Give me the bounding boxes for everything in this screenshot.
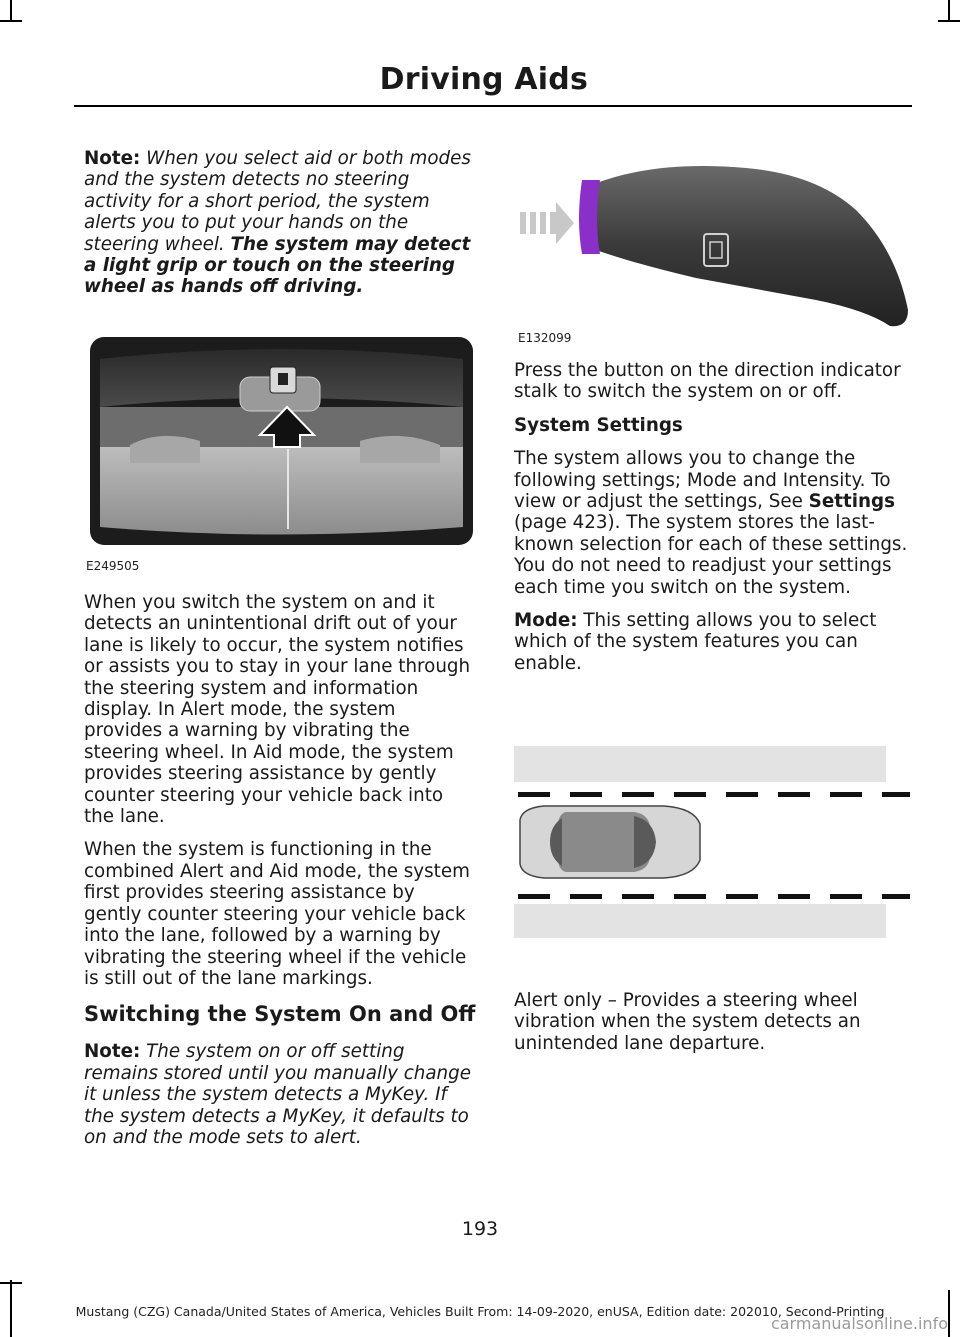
crop-mark: [10, 0, 12, 22]
watermark: carmanualsonline.info: [770, 1314, 948, 1333]
right-paragraph-2-b: (page 423). The system stores the last-known selection for each of these settings. You do not need to readjust your settings each time you switch on the system.: [514, 512, 908, 598]
push-arrow-icon: [520, 202, 574, 244]
note-2-text: The system on or off setting remains stored until you manually change it unless the system detects a MyKey. If the system detects a MyKey, it defaults to on and the mode sets to alert.: [84, 1041, 471, 1148]
figure-lane-diagram: [514, 746, 910, 941]
page-number: 193: [461, 1218, 499, 1240]
crop-mark: [948, 0, 950, 22]
right-column: [514, 360, 910, 686]
left-column: [84, 148, 476, 310]
page-title: Driving Aids: [379, 62, 588, 97]
left-paragraph-1: When you switch the system on and it detects an unintentional drift out of your lane is likely to occur, the system notifies or assists you to stay in your lane through the steering system and information display. In Alert mode, the system provides a warning by vibrating the steering wheel. In Aid mode, the system provides steering assistance by gently counter steering your vehicle back into the lane.: [84, 592, 471, 828]
footer-text: Mustang (CZG) Canada/United States of America, Vehicles Built From: 14-09-2020, enUSA, Edition date: 202010, Second-Printing: [75, 1304, 885, 1319]
crop-mark: [0, 20, 22, 22]
note-1-label: Note:: [84, 148, 141, 169]
figure-2-label: E132099: [518, 331, 572, 345]
left-paragraph-2: When the system is functioning in the combined Alert and Aid mode, the system first provides steering assistance by gently counter steering your vehicle back into the lane, followed by a warning by vibrating the steering wheel if the vehicle is still out of the lane markings.: [84, 839, 470, 989]
settings-link[interactable]: Settings: [808, 491, 895, 513]
note-1-text: When you select aid or both modes and the system detects no steering activity for a short period, the system alerts you to put your hands on the steering wheel.: [84, 148, 471, 255]
right-paragraph-2-a: The system allows you to change the following settings; Mode and Intensity. To view or adjust the settings, See: [514, 448, 891, 513]
right-paragraph-1: Press the button on the direction indicator stalk to switch the system on or off.: [514, 360, 901, 403]
left-column-body: [84, 592, 476, 1160]
car-icon: [520, 806, 700, 878]
right-paragraph-2: [514, 448, 910, 598]
figure-indicator-stalk: [516, 150, 910, 330]
mode-paragraph: [514, 610, 910, 674]
crop-mark: [0, 1282, 22, 1284]
header-rule: [74, 105, 912, 107]
note-1: [84, 148, 476, 298]
note-2-label: Note:: [84, 1041, 141, 1063]
lane-illustration: [514, 746, 910, 941]
crop-mark: [938, 20, 960, 22]
right-paragraph-4: Alert only – Provides a steering wheel vibration when the system detects an unintended lane departure.: [514, 990, 861, 1054]
mirror-camera-illustration: [90, 337, 473, 545]
stalk-illustration: [516, 150, 910, 330]
mode-label: Mode:: [514, 610, 578, 632]
note-1-emphasis: The system may detect a light grip or touch on the steering wheel as hands off driving.: [84, 233, 471, 298]
note-2: [84, 1041, 476, 1148]
section-heading-settings: System Settings: [514, 414, 683, 436]
section-heading-switching: Switching the System On and Off: [84, 1002, 476, 1027]
right-column-bottom: [514, 990, 910, 1066]
figure-1-label: E249505: [86, 559, 140, 573]
mode-text: This setting allows you to select which of the system features you can enable.: [514, 610, 877, 674]
figure-mirror-camera: [90, 337, 473, 545]
